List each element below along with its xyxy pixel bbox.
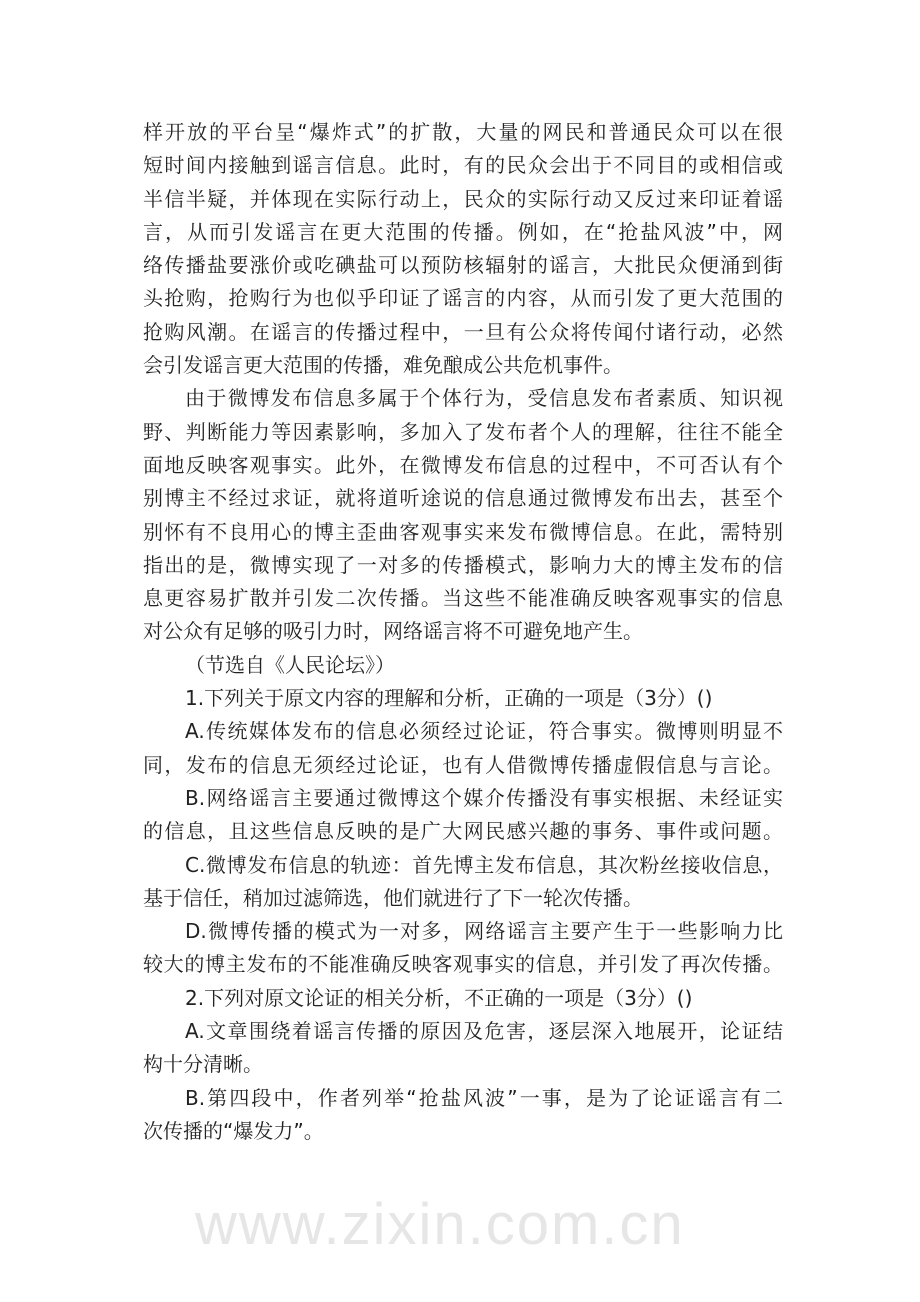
text-line: 头抢购，抢购行为也似乎印证了谣言的内容，从而引发了更大范围的: [143, 286, 783, 311]
text-line: 息更容易扩散并引发二次传播。当这些不能准确反映客观事实的信息: [143, 586, 783, 611]
text-line: B.网络谣言主要通过微博这个媒介传播没有事实根据、未经证实: [185, 785, 783, 810]
text-line: A.文章围绕着谣言传播的原因及危害，逐层深入地展开，论证结: [185, 1019, 783, 1044]
text-line: 络传播盐要涨价或吃碘盐可以预防核辐射的谣言，大批民众便涌到街: [143, 253, 783, 278]
text-line: 抢购风潮。在谣言的传播过程中，一旦有公众将传闻付诸行动，必然: [143, 319, 783, 344]
text-line: 的信息，且这些信息反映的是广大网民感兴趣的事务、事件或问题。: [143, 819, 783, 844]
text-line: 指出的是，微博实现了一对多的传播模式，影响力大的博主发布的信: [143, 552, 783, 577]
text-line: A.传统媒体发布的信息必须经过论证，符合事实。微博则明显不: [185, 719, 783, 744]
text-line: 由于微博发布信息多属于个体行为，受信息发布者素质、知识视: [185, 386, 783, 411]
text-line: 别怀有不良用心的博主歪曲客观事实来发布微博信息。在此，需特别: [143, 519, 783, 544]
text-line: 基于信任，稍加过滤筛选，他们就进行了下一轮次传播。: [143, 885, 643, 910]
text-line: D.微博传播的模式为一对多，网络谣言主要产生于一些影响力比: [185, 919, 783, 944]
text-line: 短时间内接触到谣言信息。此时，有的民众会出于不同目的或相信或: [143, 153, 783, 178]
watermark: www.zixin.com.cn: [195, 1192, 685, 1257]
text-line: 2.下列对原文论证的相关分析，不正确的一项是（3分）(): [185, 985, 693, 1010]
text-line: 次传播的“爆发力”。: [143, 1118, 324, 1143]
text-line: 别博主不经过求证，就将道听途说的信息通过微博发布出去，甚至个: [143, 486, 783, 511]
text-line: B.第四段中，作者列举“抢盐风波”一事，是为了论证谣言有二: [185, 1085, 783, 1110]
text-line: 较大的博主发布的不能准确反映客观事实的信息，并引发了再次传播。: [143, 952, 783, 977]
text-line: 构十分清晰。: [143, 1052, 263, 1077]
text-line: 言，从而引发谣言在更大范围的传播。例如，在“抢盐风波”中，网: [143, 219, 783, 244]
text-line: 野、判断能力等因素影响，多加入了发布者个人的理解，往往不能全: [143, 419, 783, 444]
text-line: 面地反映客观事实。此外，在微博发布信息的过程中，不可否认有个: [143, 452, 783, 477]
text-line: 样开放的平台呈“爆炸式”的扩散，大量的网民和普通民众可以在很: [143, 120, 783, 144]
text-line: C.微博发布信息的轨迹：首先博主发布信息，其次粉丝接收信息，: [185, 852, 783, 877]
text-line: 对公众有足够的吸引力时，网络谣言将不可避免地产生。: [143, 619, 643, 644]
text-line: 半信半疑，并体现在实际行动上，民众的实际行动又反过来印证着谣: [143, 186, 783, 211]
text-line: 同，发布的信息无须经过论证，也有人借微博传播虚假信息与言论。: [143, 752, 783, 777]
text-line: （节选自《人民论坛》）: [185, 652, 395, 677]
text-line: 1.下列关于原文内容的理解和分析，正确的一项是（3分）(): [185, 686, 713, 711]
document-body: [143, 116, 783, 1148]
text-line: 会引发谣言更大范围的传播，难免酿成公共危机事件。: [143, 353, 623, 378]
